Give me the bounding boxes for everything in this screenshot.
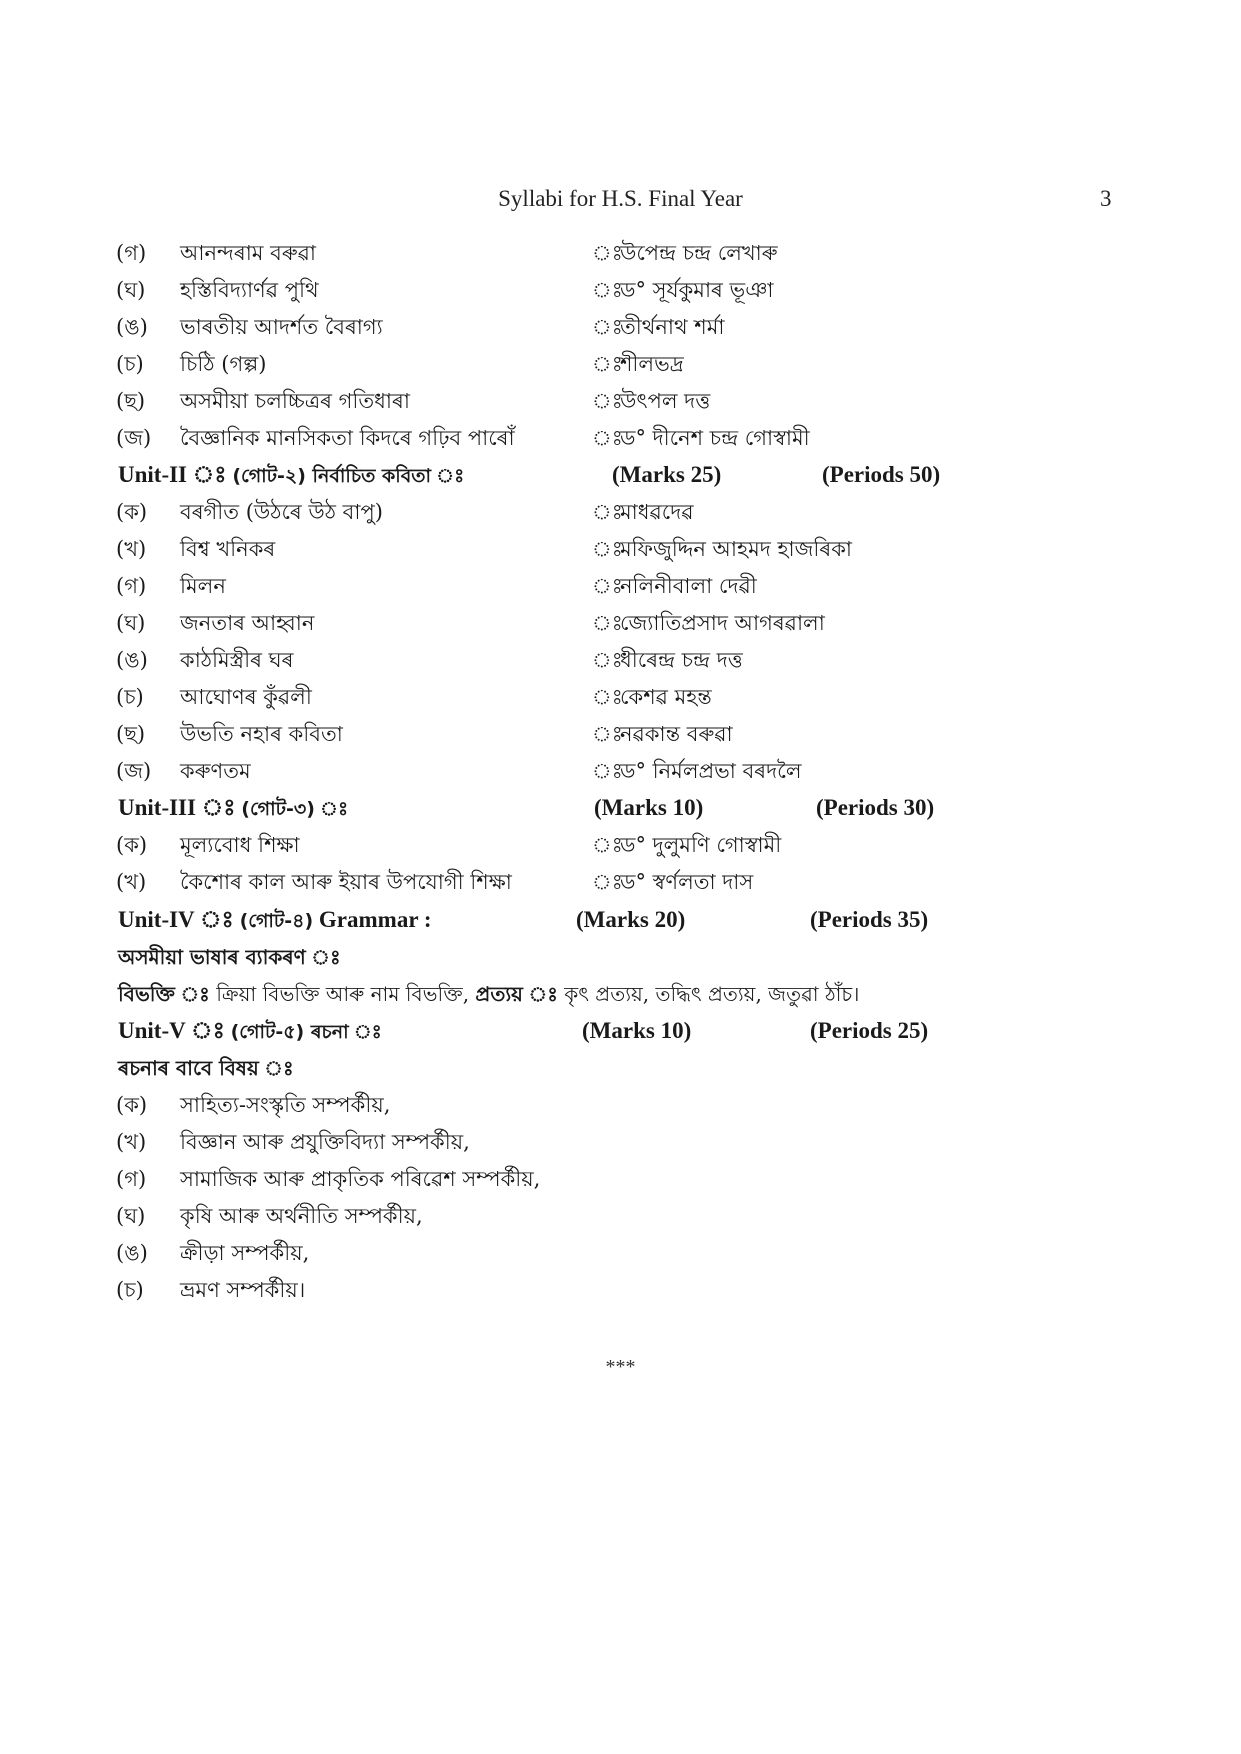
item-title: চিঠি (গল্প) (180, 352, 267, 376)
item-title: কৈশোৰ কাল আৰু ইয়াৰ উপযোগী শিক্ষা (180, 870, 512, 894)
unit-periods: (Periods 25) (810, 1018, 929, 1043)
item-title: বৈজ্ঞানিক মানসিকতা কিদৰে গঢ়িব পাৰোঁ (180, 426, 515, 450)
item-title: বিশ্ব খনিকৰ (180, 537, 276, 561)
unit-marks: (Marks 10) (582, 1018, 692, 1043)
list-item (0, 421, 1241, 455)
item-number: (ঙ) (116, 648, 148, 672)
unit-label: Unit-II ঃ (গোট-২) নিৰ্বাচিত কবিতা ঃ (118, 462, 465, 487)
list-item (0, 828, 1241, 862)
item-author: উপেন্দ্ৰ চন্দ্ৰ লেখাৰু (620, 241, 778, 265)
item-author: ধীৰেন্দ্ৰ চন্দ্ৰ দত্ত (620, 648, 743, 672)
list-item (0, 717, 1241, 751)
unit-marks: (Marks 20) (576, 907, 686, 932)
item-author: শীলভদ্ৰ (620, 352, 684, 376)
item-author: মাধৱদেৱ (620, 500, 694, 524)
page-header-title: Syllabi for H.S. Final Year (498, 186, 743, 211)
list-item (0, 865, 1241, 899)
item-author: ড° স্বৰ্ণলতা দাস (620, 870, 754, 894)
item-colon: ঃ (592, 352, 623, 376)
item-number: (গ) (116, 574, 147, 598)
unit-periods: (Periods 30) (816, 795, 935, 820)
item-number: (ক) (116, 500, 148, 524)
unit-label: Unit-III ঃ (গোট-৩) ঃ (118, 795, 349, 820)
page-number: 3 (1100, 186, 1112, 211)
grammar-subheading: অসমীয়া ভাষাৰ ব্যাকৰণ ঃ (118, 945, 341, 969)
item-number: (খ) (116, 870, 147, 894)
unit-marks: (Marks 25) (612, 462, 722, 487)
item-number: (ক) (116, 833, 148, 857)
list-item (0, 643, 1241, 677)
item-author: ড° দীনেশ চন্দ্ৰ গোস্বামী (620, 426, 810, 450)
list-item (0, 1273, 1241, 1307)
item-number: (ছ) (116, 389, 146, 413)
list-item (0, 273, 1241, 307)
item-title: উভতি নহাৰ কবিতা (180, 722, 343, 746)
item-number: (ছ) (116, 722, 146, 746)
item-title: ভাৰতীয় আদৰ্শত বৈৰাগ্য (180, 315, 383, 339)
item-number: (চ) (116, 1278, 144, 1302)
end-marker: *** (605, 1356, 636, 1378)
item-number: (ঘ) (116, 611, 146, 635)
item-title: আঘোণৰ কুঁৱলী (180, 685, 312, 709)
unit-heading (0, 903, 1241, 937)
item-author: নৱকান্ত বৰুৱা (620, 722, 733, 746)
item-number: (জ) (116, 426, 152, 450)
item-number: (ক) (116, 1093, 148, 1117)
list-item (0, 384, 1241, 418)
item-colon: ঃ (592, 722, 623, 746)
item-colon: ঃ (592, 870, 623, 894)
grammar-line (0, 977, 1241, 1011)
item-number: (খ) (116, 1130, 147, 1154)
list-item (0, 606, 1241, 640)
item-colon: ঃ (592, 611, 623, 635)
grammar-text: বিভক্তি ঃ ক্ৰিয়া বিভক্তি আৰু নাম বিভক্তি, প্ৰত্যয় ঃ কৃৎ প্ৰত্যয়, তদ্ধিৎ প্ৰত্যয়, জতুৱা ঠাঁচ। (118, 982, 860, 1006)
item-author: ড° নিৰ্মলপ্ৰভা বৰদলৈ (620, 759, 802, 783)
item-author: জ্যোতিপ্ৰসাদ আগৰৱালা (620, 611, 825, 635)
item-colon: ঃ (592, 389, 623, 413)
item-number: (চ) (116, 352, 144, 376)
item-number: (গ) (116, 241, 147, 265)
item-colon: ঃ (592, 500, 623, 524)
list-item (0, 347, 1241, 381)
item-title: ভ্ৰমণ সম্পৰ্কীয়। (180, 1278, 306, 1302)
item-title: বৰগীত (উঠৰে উঠ বাপু) (180, 500, 383, 524)
unit-bn-title: (গোট-২) নিৰ্বাচিত কবিতা ঃ (232, 465, 465, 487)
list-item (0, 754, 1241, 788)
item-colon: ঃ (592, 241, 623, 265)
item-number: (ঘ) (116, 278, 146, 302)
item-author: মফিজুদ্দিন আহমদ হাজৰিকা (620, 537, 852, 561)
list-item (0, 1088, 1241, 1122)
section-subheading (0, 940, 1241, 974)
list-item (0, 569, 1241, 603)
item-number: (জ) (116, 759, 152, 783)
item-number: (গ) (116, 1167, 147, 1191)
list-item (0, 310, 1241, 344)
item-colon: ঃ (592, 648, 623, 672)
item-colon: ঃ (592, 833, 623, 857)
item-title: অসমীয়া চলচ্চিত্ৰৰ গতিধাৰা (180, 389, 410, 413)
essay-subheading: ৰচনাৰ বাবে বিষয় ঃ (118, 1056, 294, 1080)
item-colon: ঃ (592, 537, 623, 561)
item-number: (চ) (116, 685, 144, 709)
item-title: কাঠমিস্ত্ৰীৰ ঘৰ (180, 648, 294, 672)
unit-bn-title: (গোট-৩) ঃ (241, 798, 349, 820)
unit-label: Unit-IV ঃ (গোট-৪) Grammar : (118, 907, 432, 932)
list-item (0, 236, 1241, 270)
item-author: ড° দুলুমণি গোস্বামী (620, 833, 782, 857)
unit-heading (0, 791, 1241, 825)
item-title: আনন্দৰাম বৰুৱা (180, 241, 317, 265)
item-title: ক্ৰীড়া সম্পৰ্কীয়, (180, 1241, 310, 1265)
list-item (0, 532, 1241, 566)
list-item (0, 1236, 1241, 1270)
list-item (0, 1162, 1241, 1196)
item-colon: ঃ (592, 426, 623, 450)
item-title: জনতাৰ আহ্বান (180, 611, 315, 635)
item-title: কৃষি আৰু অৰ্থনীতি সম্পৰ্কীয়, (180, 1204, 423, 1228)
item-number: (ঙ) (116, 1241, 148, 1265)
item-author: ড° সূৰ্যকুমাৰ ভূঞা (620, 278, 774, 302)
item-title: কৰুণতম (180, 759, 251, 783)
unit-marks: (Marks 10) (594, 795, 704, 820)
unit-heading (0, 1014, 1241, 1048)
unit-bn-title: (গোট-৫) ৰচনা ঃ (230, 1021, 382, 1043)
item-colon: ঃ (592, 685, 623, 709)
list-item (0, 1199, 1241, 1233)
unit-periods: (Periods 35) (810, 907, 929, 932)
item-title: মিলন (180, 574, 226, 598)
unit-label: Unit-V ঃ (গোট-৫) ৰচনা ঃ (118, 1018, 382, 1043)
item-author: উৎপল দত্ত (620, 389, 711, 413)
unit-heading (0, 458, 1241, 492)
item-number: (ঙ) (116, 315, 148, 339)
list-item (0, 495, 1241, 529)
list-item (0, 1125, 1241, 1159)
list-item (0, 680, 1241, 714)
item-title: সামাজিক আৰু প্ৰাকৃতিক পৰিৱেশ সম্পৰ্কীয়, (180, 1167, 541, 1191)
item-colon: ঃ (592, 315, 623, 339)
section-subheading (0, 1051, 1241, 1085)
item-title: মূল্যবোধ শিক্ষা (180, 833, 300, 857)
item-title: হস্তিবিদ্যাৰ্ণৱ পুথি (180, 278, 319, 302)
item-author: নলিনীবালা দেৱী (620, 574, 757, 598)
item-author: তীৰ্থনাথ শৰ্মা (620, 315, 725, 339)
item-author: কেশৱ মহন্ত (620, 685, 712, 709)
item-number: (খ) (116, 537, 147, 561)
unit-periods: (Periods 50) (822, 462, 941, 487)
item-colon: ঃ (592, 278, 623, 302)
item-title: বিজ্ঞান আৰু প্ৰযুক্তিবিদ্যা সম্পৰ্কীয়, (180, 1130, 470, 1154)
unit-bn-title: (গোট-৪) (239, 910, 314, 932)
item-title: সাহিত্য-সংস্কৃতি সম্পৰ্কীয়, (180, 1093, 391, 1117)
item-colon: ঃ (592, 574, 623, 598)
item-number: (ঘ) (116, 1204, 146, 1228)
item-colon: ঃ (592, 759, 623, 783)
